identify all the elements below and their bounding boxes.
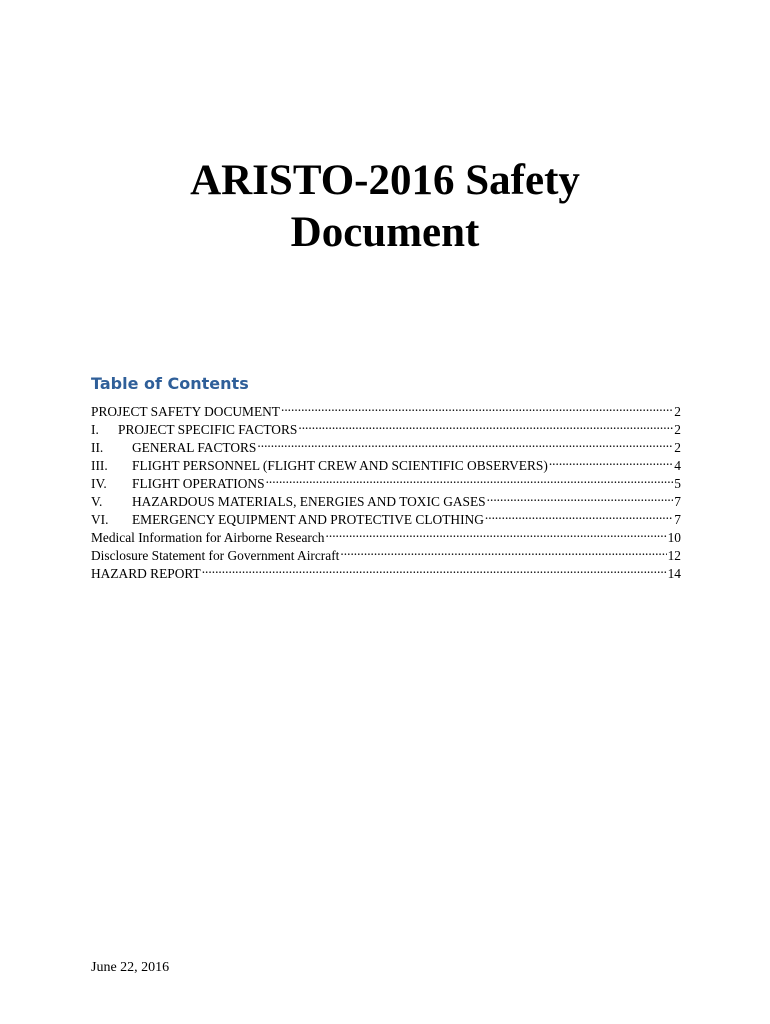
toc-entry-page: 12 bbox=[667, 548, 681, 563]
toc-dot-leader bbox=[485, 506, 673, 524]
toc-heading: Table of Contents bbox=[91, 374, 249, 393]
toc-entry-number: III. bbox=[91, 458, 108, 473]
toc-entry-label: PROJECT SAFETY DOCUMENT bbox=[91, 404, 280, 419]
toc-entry-page: 14 bbox=[667, 566, 681, 581]
toc-entry-page: 2 bbox=[674, 440, 681, 455]
toc-entry-label: GENERAL FACTORS bbox=[132, 440, 257, 455]
toc-entry-label: FLIGHT OPERATIONS bbox=[132, 476, 265, 491]
document-title-line-2: Document bbox=[290, 209, 480, 256]
document-title-line-1: ARISTO-2016 Safety bbox=[190, 157, 580, 204]
toc-entry-page: 2 bbox=[674, 404, 681, 419]
toc-dot-leader bbox=[487, 488, 674, 506]
toc-entry-project-safety-document[interactable] bbox=[91, 398, 681, 419]
toc-entry-label: FLIGHT PERSONNEL (FLIGHT CREW AND SCIENTIFIC OBSERVERS) bbox=[132, 458, 548, 473]
toc-entry-label: Disclosure Statement for Government Aircraft bbox=[91, 548, 340, 563]
toc-entry-number: II. bbox=[91, 440, 104, 455]
toc-entry-number: IV. bbox=[91, 476, 107, 491]
toc-entry-label: HAZARDOUS MATERIALS, ENERGIES AND TOXIC GASES bbox=[132, 494, 486, 509]
toc-dot-leader bbox=[257, 434, 673, 452]
footer-date: June 22, 2016 bbox=[91, 960, 170, 975]
toc-dot-leader bbox=[549, 452, 673, 470]
toc-entry-number: V. bbox=[91, 494, 103, 509]
toc-entry-page: 10 bbox=[667, 530, 681, 545]
toc-entry-label: PROJECT SPECIFIC FACTORS bbox=[118, 422, 298, 437]
toc-entry-number: I. bbox=[91, 422, 99, 437]
table-of-contents bbox=[91, 398, 681, 581]
toc-entry-label: Medical Information for Airborne Research bbox=[91, 530, 325, 545]
toc-entry-number: VI. bbox=[91, 512, 109, 527]
toc-entry-page: 5 bbox=[674, 476, 681, 491]
toc-dot-leader bbox=[326, 524, 667, 542]
toc-dot-leader bbox=[202, 560, 667, 578]
toc-entry-label: HAZARD REPORT bbox=[91, 566, 201, 581]
document-title bbox=[0, 155, 770, 259]
toc-entry-page: 2 bbox=[674, 422, 681, 437]
toc-dot-leader bbox=[281, 398, 673, 416]
toc-dot-leader bbox=[266, 470, 674, 488]
toc-dot-leader bbox=[340, 542, 666, 560]
toc-entry-page: 7 bbox=[674, 512, 681, 527]
toc-dot-leader bbox=[298, 416, 673, 434]
toc-entry-label: EMERGENCY EQUIPMENT AND PROTECTIVE CLOTHING bbox=[132, 512, 484, 527]
toc-entry-page: 7 bbox=[674, 494, 681, 509]
toc-entry-page: 4 bbox=[674, 458, 681, 473]
